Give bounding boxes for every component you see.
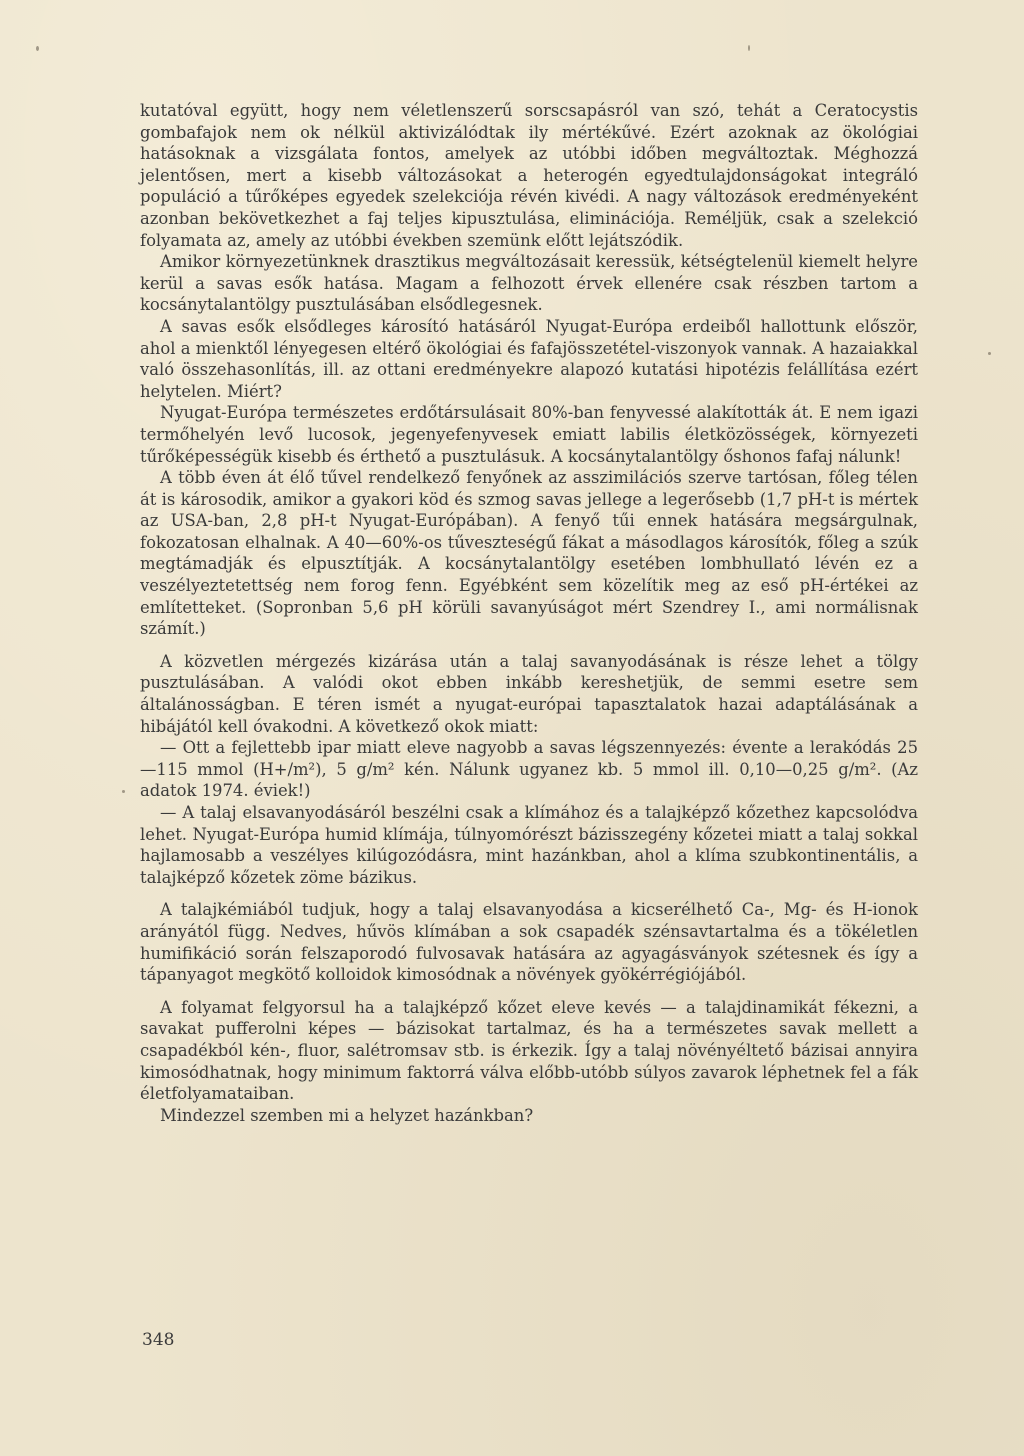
body-text (140, 100, 918, 1126)
paper-speck (122, 790, 125, 793)
paragraph: Nyugat-Európa természetes erdőtársulásait 80%-ban fenyvessé alakították át. E nem igazi termőhelyén levő lucosok, jegenyefenyvesek emiatt labilis életközösségek, környezeti tűrőképességük kisebb és érthető a pusztulásuk. A kocsánytalantölgy őshonos fafaj nálunk! (140, 403, 918, 466)
paragraph: Amikor környezetünknek drasztikus megváltozásait keressük, kétségtelenül kiemelt helyre kerül a savas esők hatása. Magam a felhozott érvek ellenére csak részben tartom a kocsánytalantölgy pusztulásában elsődlegesnek. (140, 252, 918, 315)
list-item: — A talaj elsavanyodásáról beszélni csak a klímához és a talajképző kőzethez kapcsolódva lehet. Nyugat-Európa humid klímája, túlnyomórészt bázisszegény kőzetei miatt a talaj sokkal hajlamosabb a veszélyes kilúgozódásra, mint hazánkban, ahol a klíma szubkontinentális, a talajképző kőzetek zöme bázikus. (140, 803, 918, 887)
paragraph: A savas esők elsődleges károsító hatásáról Nyugat-Európa erdeiből hallottunk először, ahol a mienktől lényegesen eltérő ökológiai és fafajösszetétel-viszonyok vannak. A hazaiakkal való összehasonlítás, ill. az ottani eredményekre alapozó kutatási hipotézis felállítása ezért helytelen. Miért? (140, 316, 918, 401)
paper-speck (748, 45, 750, 51)
paragraph: A közvetlen mérgezés kizárása után a talaj savanyodásának is része lehet a tölgy pusztulásában. A valódi okot ebben inkább kereshetjük, de semmi esetre sem általánosságban. E téren ismét a nyugat-európai tapasztalatok hazai adaptálásának a hibájától kell óvakodni. A következő okok miatt: (140, 651, 918, 736)
paragraph: A talajkémiából tudjuk, hogy a talaj elsavanyodása a kicserélhető Ca-, Mg- és H-ionok arányától függ. Nedves, hűvös klímában a sok csapadék szénsavtartalma és a tökéletlen humifikáció során felszaporodó fulvosavak hatására az agyagásványok szétesnek és így a tápanyagot megkötő kolloidok kimosódnak a növények gyökérrégiójából. (140, 900, 918, 985)
paper-speck (36, 46, 39, 51)
paragraph: A több éven át élő tűvel rendelkező fenyőnek az asszimilációs szerve tartósan, főleg télen át is károsodik, amikor a gyakori köd és szmog savas jellege a legerősebb (1,7 pH-t is mértek az USA-ban, 2,8 pH-t Nyugat-Európában). A fenyő tűi ennek hatására megsárgulnak, fokozatosan elhalnak. A 40—60%-os tűveszteségű fákat a másodlagos károsítók, főleg a szúk megtámadják és elpusztítják. A kocsánytalantölgy esetében lombhullató lévén ez a veszélyeztetettség nem forog fenn. Egyébként sem közelítik meg az eső pH-értékei az említetteket. (Sopronban 5,6 pH körüli savanyúságot mért Szendrey I., ami normálisnak számít.) (140, 468, 918, 639)
paragraph: A folyamat felgyorsul ha a talajképző kőzet eleve kevés — a talajdinamikát fékezni, a savakat pufferolni képes — bázisokat tartalmaz, és ha a természetes savak mellett a csapadékból kén-, fluor, salétromsav stb. is érkezik. Így a talaj növényéltető bázisai annyira kimosódhatnak, hogy minimum faktorrá válva előbb-utóbb súlyos zavarok léphetnek fel a fák életfolyamataiban. (140, 997, 918, 1104)
page-number: 348 (142, 1330, 175, 1350)
paper-speck (988, 352, 991, 355)
list-item: — Ott a fejlettebb ipar miatt eleve nagyobb a savas légszennyezés: évente a lerakódás 25—115 mmol (H+/m²), 5 g/m² kén. Nálunk ugyanez kb. 5 mmol ill. 0,10—0,25 g/m². (Az adatok 1974. éviek!) (140, 738, 918, 801)
paragraph: Mindezzel szemben mi a helyzet hazánkban? (160, 1105, 534, 1125)
paragraph: kutatóval együtt, hogy nem véletlenszerű sorscsapásról van szó, tehát a Ceratocystis gombafajok nem ok nélkül aktivizálódtak ily mértékűvé. Ezért azoknak az ökológiai hatásoknak a vizsgálata fontos, amelyek az utóbbi időben megváltoztak. Méghozzá jelentősen, mert a kisebb változásokat a heterogén egyedtulajdonságokat integráló populáció a tűrőképes egyedek szelekciója révén kivédi. A nagy változások eredményeként azonban bekövetkezhet a faj teljes kipusztulása, eliminációja. Reméljük, csak a szelekció folyamata az, amely az utóbbi években szemünk előtt lejátszódik. (140, 101, 918, 250)
